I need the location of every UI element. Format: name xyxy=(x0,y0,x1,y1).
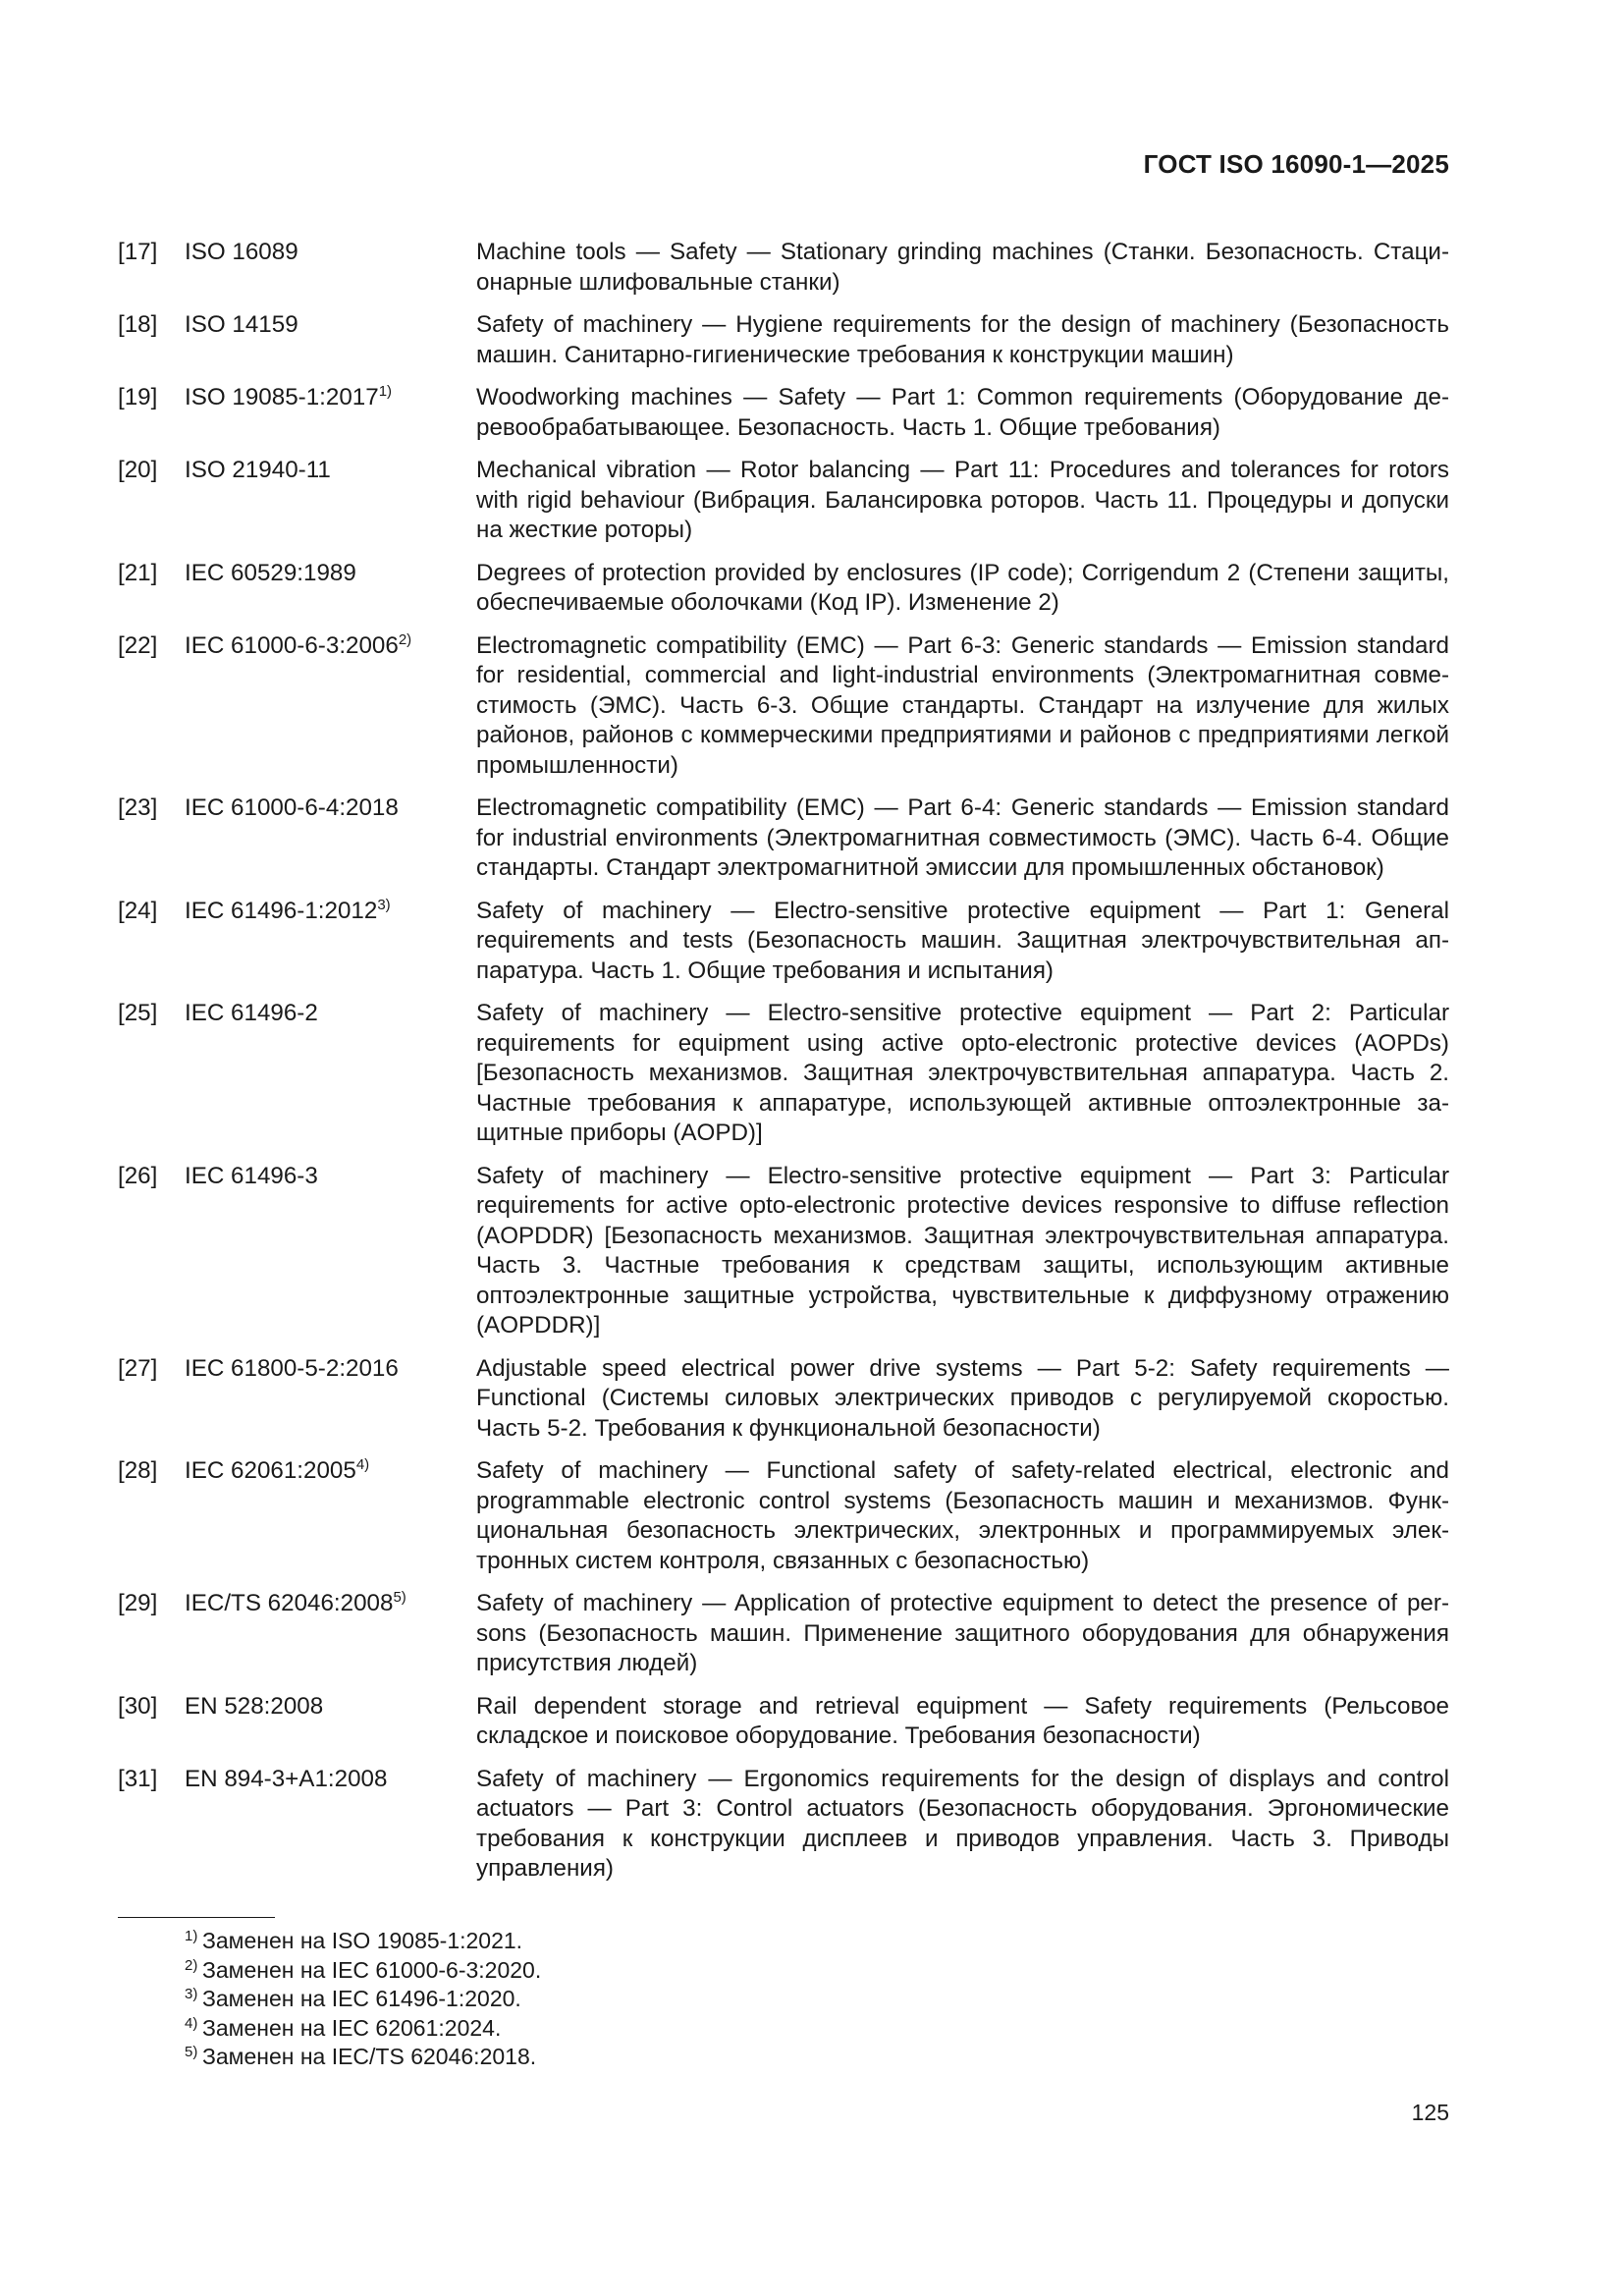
footnote-text: Заменен на IEC 61000-6-3:2020. xyxy=(197,1956,542,1983)
bibliography-entry xyxy=(118,1162,1449,1341)
standard-code xyxy=(185,999,476,1029)
standard-code xyxy=(185,1456,476,1487)
bibliography-entry xyxy=(118,559,1449,619)
entry-number: [21] xyxy=(118,559,158,586)
standard-code-text: EN 894-3+A1:2008 xyxy=(185,1765,388,1792)
standard-code-text: ISO 14159 xyxy=(185,311,298,338)
standard-title: Degrees of protection provided by enclosures (IP code); Corrigendum 2 (Степени защиты, обеспечиваемые оболочками (Код IP). Изменение 2) xyxy=(476,559,1449,616)
footnote-ref: 4) xyxy=(355,1456,370,1473)
standard-title: Safety of machinery — Hygiene requirements for the design of machinery (Безопасность машин. Санитарно-гигиенические требования к конструкции машин) xyxy=(476,311,1449,368)
standard-code xyxy=(185,559,476,589)
standard-title: Safety of machinery — Application of protective equipment to detect the presence of persons (Безопасность машин. Применение защитного оборудования для обнаружения присутствия людей) xyxy=(476,1590,1449,1676)
standard-code-text: ISO 21940-11 xyxy=(185,457,331,483)
standard-title: Mechanical vibration — Rotor balancing — Part 11: Procedures and tolerances for rotors with rigid behaviour (Вибрация. Балансировка роторов. Часть 11. Процедуры и допуски на жесткие роторы) xyxy=(476,457,1449,543)
standard-title: Safety of machinery — Functional safety of safety-related electrical, electronic and programmable electronic control systems (Безопасность машин и механизмов. Функциональная безопасность электрических, электронных и программируемых электронных систем контроля, связанных с безопасностью) xyxy=(476,1457,1449,1574)
footnote xyxy=(185,1985,541,2014)
standard-code-text: IEC 61800-5-2:2016 xyxy=(185,1354,399,1382)
entry-number: [22] xyxy=(118,631,158,659)
entry-number: [23] xyxy=(118,794,158,821)
standard-code xyxy=(185,1354,476,1385)
standard-title: Safety of machinery — Electro-sensitive protective equipment — Part 3: Particular requirements for active opto-electronic protective devices responsive to diffuse reflection (AOPDDR) [Безопасность механизмов. Защитная электрочувствительная аппаратура. Часть 3. Частные требования к средствам защиты, использующим активные оптоэлектронные защитные устройства, чувствительные к диффузному отражению (AOPDDR)] xyxy=(476,1162,1449,1339)
standard-code-text: IEC 61000-6-3:2006 xyxy=(185,631,399,659)
bibliography-entry xyxy=(118,897,1449,987)
footnote-ref: 2) xyxy=(398,630,412,648)
standard-code xyxy=(185,456,476,486)
entry-number: [18] xyxy=(118,311,158,338)
standard-title: Woodworking machines — Safety — Part 1: Common requirements (Оборудование деревообрабатывающее. Безопасность. Часть 1. Общие требования) xyxy=(476,384,1449,441)
standard-code-text: IEC 61496-3 xyxy=(185,1162,318,1189)
footnotes xyxy=(185,1927,541,2072)
standard-code-text: IEC 61496-2 xyxy=(185,1000,318,1026)
footnote-text: Заменен на IEC 61496-1:2020. xyxy=(197,1986,521,2011)
standard-title: Safety of machinery — Electro-sensitive protective equipment — Part 2: Particular requirements for equipment using active opto-electronic protective devices (AOPDs) [Безопасность механизмов. Защитная электрочувствительная аппаратура. Часть 2. Частные требования к аппаратуре, использующей активные оптоэлектронные защитные приборы (AOPD)] xyxy=(476,1000,1449,1146)
entry-number: [24] xyxy=(118,897,158,924)
entry-number: [17] xyxy=(118,239,158,265)
bibliography-entry xyxy=(118,999,1449,1149)
entry-number: [19] xyxy=(118,384,158,410)
standard-code-text: ISO 16089 xyxy=(185,239,298,265)
standard-code xyxy=(185,1692,476,1722)
document-code-header: ГОСТ ISO 16090-1—2025 xyxy=(1143,149,1449,179)
bibliography-entry xyxy=(118,1456,1449,1576)
entry-number: [28] xyxy=(118,1457,158,1484)
bibliography-entry xyxy=(118,456,1449,546)
footnote xyxy=(185,1927,541,1956)
entry-number: [27] xyxy=(118,1354,158,1382)
bibliography-entry xyxy=(118,310,1449,370)
standard-code xyxy=(185,310,476,341)
standard-title: Safety of machinery — Electro-sensitive protective equipment — Part 1: General requirements and tests (Безопасность машин. Защитная электрочувствительная аппаратура. Часть 1. Общие требования и испытания) xyxy=(476,897,1449,984)
standard-code xyxy=(185,1162,476,1192)
entry-number: [26] xyxy=(118,1162,158,1189)
standard-code xyxy=(185,897,476,927)
footnote-ref: 5) xyxy=(393,1589,406,1606)
standard-code xyxy=(185,1765,476,1795)
footnote-mark: 2) xyxy=(185,1956,198,1974)
footnote xyxy=(185,1956,541,1986)
bibliography-entry xyxy=(118,631,1449,782)
standard-code xyxy=(185,238,476,268)
standard-title: Adjustable speed electrical power drive systems — Part 5-2: Safety requirements — Functional (Системы силовых электрических приводов с регулируемой скоростью. Часть 5-2. Требования к функциональной безопасности) xyxy=(476,1354,1449,1442)
bibliography-entry xyxy=(118,238,1449,298)
standard-title: Rail dependent storage and retrieval equipment — Safety requirements (Рельсовое складское и поисковое оборудование. Требования безопасности) xyxy=(476,1692,1449,1749)
standard-code-text: IEC/TS 62046:2008 xyxy=(185,1590,394,1616)
entry-number: [20] xyxy=(118,457,158,483)
standard-code xyxy=(185,1589,476,1619)
standard-title: Machine tools — Safety — Stationary grinding machines (Станки. Безопасность. Стационарные шлифовальные станки) xyxy=(476,239,1449,296)
footnote-text: Заменен на IEC/TS 62046:2018. xyxy=(197,2044,537,2069)
standard-code-text: IEC 62061:2005 xyxy=(185,1457,356,1484)
footnote-divider xyxy=(118,1917,275,1918)
page-number: 125 xyxy=(1411,2100,1449,2125)
footnote-ref: 1) xyxy=(378,383,393,400)
footnote xyxy=(185,2014,541,2044)
bibliography-entry xyxy=(118,1589,1449,1679)
entry-number: [29] xyxy=(118,1590,158,1616)
footnote-ref: 3) xyxy=(377,896,391,913)
footnote-mark: 4) xyxy=(185,2014,198,2032)
standard-code-text: IEC 61496-1:2012 xyxy=(185,897,378,924)
bibliography-entry xyxy=(118,383,1449,443)
standard-code xyxy=(185,631,476,662)
entry-number: [25] xyxy=(118,1000,158,1026)
standard-title: Safety of machinery — Ergonomics requirements for the design of displays and control actuators — Part 3: Control actuators (Безопасность оборудования. Эргономические требования к конструкции дисплеев и приводов управления. Часть 3. Приводы управления) xyxy=(476,1765,1449,1882)
standard-code-text: IEC 60529:1989 xyxy=(185,559,356,586)
standard-title: Electromagnetic compatibility (EMC) — Part 6-4: Generic standards — Emission standard for industrial environments (Электромагнитная совместимость (ЭМС). Часть 6-4. Общие стандарты. Стандарт электромагнитной эмиссии для промышленных обстановок) xyxy=(476,794,1449,881)
standard-title: Electromagnetic compatibility (EMC) — Part 6-3: Generic standards — Emission standard for residential, commercial and light-industrial environments (Электромагнитная совместимость (ЭМС). Часть 6-3. Общие стандарты. Стандарт на излучение для жилых районов, районов с коммерческими предприятиями и районов с предприятиями легкой промышленности) xyxy=(476,631,1449,779)
bibliography-list xyxy=(118,238,1449,1897)
footnote-text: Заменен на IEC 62061:2024. xyxy=(197,2014,502,2041)
standard-code xyxy=(185,793,476,824)
standard-code xyxy=(185,383,476,413)
entry-number: [31] xyxy=(118,1765,158,1792)
footnote-mark: 3) xyxy=(185,1986,198,2002)
footnote-text: Заменен на ISO 19085-1:2021. xyxy=(197,1928,523,1953)
standard-code-text: IEC 61000-6-4:2018 xyxy=(185,794,399,821)
footnote xyxy=(185,2043,541,2072)
entry-number: [30] xyxy=(118,1692,158,1720)
bibliography-entry xyxy=(118,1692,1449,1752)
bibliography-entry xyxy=(118,1765,1449,1885)
footnote-mark: 1) xyxy=(185,1928,198,1944)
standard-code-text: EN 528:2008 xyxy=(185,1692,324,1720)
bibliography-entry xyxy=(118,1354,1449,1445)
bibliography-entry xyxy=(118,793,1449,884)
footnote-mark: 5) xyxy=(185,2044,198,2060)
standard-code-text: ISO 19085-1:2017 xyxy=(185,384,379,410)
